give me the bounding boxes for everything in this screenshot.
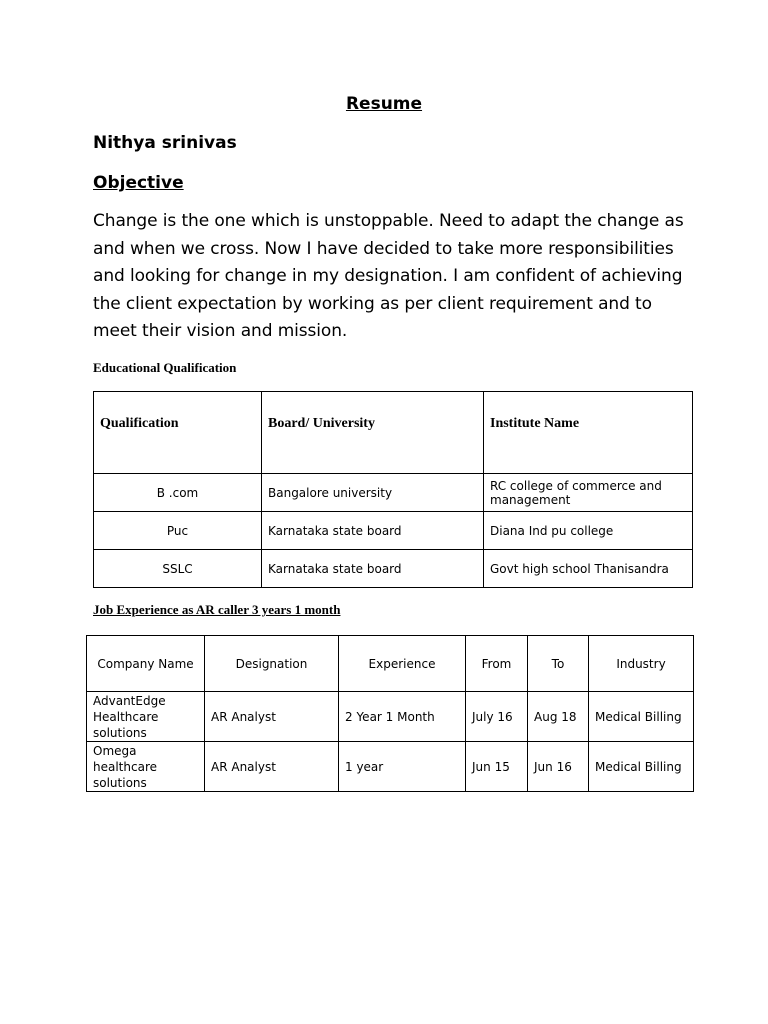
to-cell: Aug 18 [528, 692, 589, 742]
company-cell: Omega healthcare solutions [87, 742, 205, 792]
institute-cell: RC college of commerce and management [484, 474, 693, 512]
experience-cell: 2 Year 1 Month [339, 692, 466, 742]
table-row [87, 742, 694, 792]
table-row [94, 474, 693, 512]
company-cell: AdvantEdge Healthcare solutions [87, 692, 205, 742]
candidate-name: Nithya srinivas [93, 133, 237, 153]
industry-cell: Medical Billing [589, 742, 694, 792]
to-cell: Jun 16 [528, 742, 589, 792]
table-row [94, 550, 693, 588]
column-header-institute: Institute Name [484, 392, 693, 474]
experience-cell: 1 year [339, 742, 466, 792]
column-header-from: From [466, 636, 528, 692]
qualification-cell: B .com [94, 474, 262, 512]
qualification-cell: SSLC [94, 550, 262, 588]
designation-cell: AR Analyst [205, 742, 339, 792]
table-row [87, 692, 694, 742]
industry-cell: Medical Billing [589, 692, 694, 742]
designation-cell: AR Analyst [205, 692, 339, 742]
institute-cell: Diana Ind pu college [484, 512, 693, 550]
experience-table [86, 635, 694, 792]
column-header-experience: Experience [339, 636, 466, 692]
objective-text: Change is the one which is unstoppable. Need to adapt the change as and when we cross. Now I have decided to take more responsibilities and looking for change in my designation. I am confident of achieving the client expectation by working as per client requirement and to meet their vision and mission. [93, 211, 684, 341]
experience-heading: Job Experience as AR caller 3 years 1 month [93, 602, 341, 617]
from-cell: July 16 [466, 692, 528, 742]
education-header-row [94, 392, 693, 474]
table-row [94, 512, 693, 550]
board-cell: Karnataka state board [262, 550, 484, 588]
education-heading: Educational Qualification [93, 360, 237, 375]
column-header-board: Board/ University [262, 392, 484, 474]
institute-cell: Govt high school Thanisandra [484, 550, 693, 588]
education-table [93, 391, 693, 588]
experience-header-row [87, 636, 694, 692]
from-cell: Jun 15 [466, 742, 528, 792]
column-header-industry: Industry [589, 636, 694, 692]
page-title: Resume [345, 94, 423, 114]
board-cell: Bangalore university [262, 474, 484, 512]
column-header-company: Company Name [87, 636, 205, 692]
column-header-qualification: Qualification [94, 392, 262, 474]
qualification-cell: Puc [94, 512, 262, 550]
column-header-designation: Designation [205, 636, 339, 692]
objective-heading: Objective [93, 173, 184, 193]
board-cell: Karnataka state board [262, 512, 484, 550]
column-header-to: To [528, 636, 589, 692]
